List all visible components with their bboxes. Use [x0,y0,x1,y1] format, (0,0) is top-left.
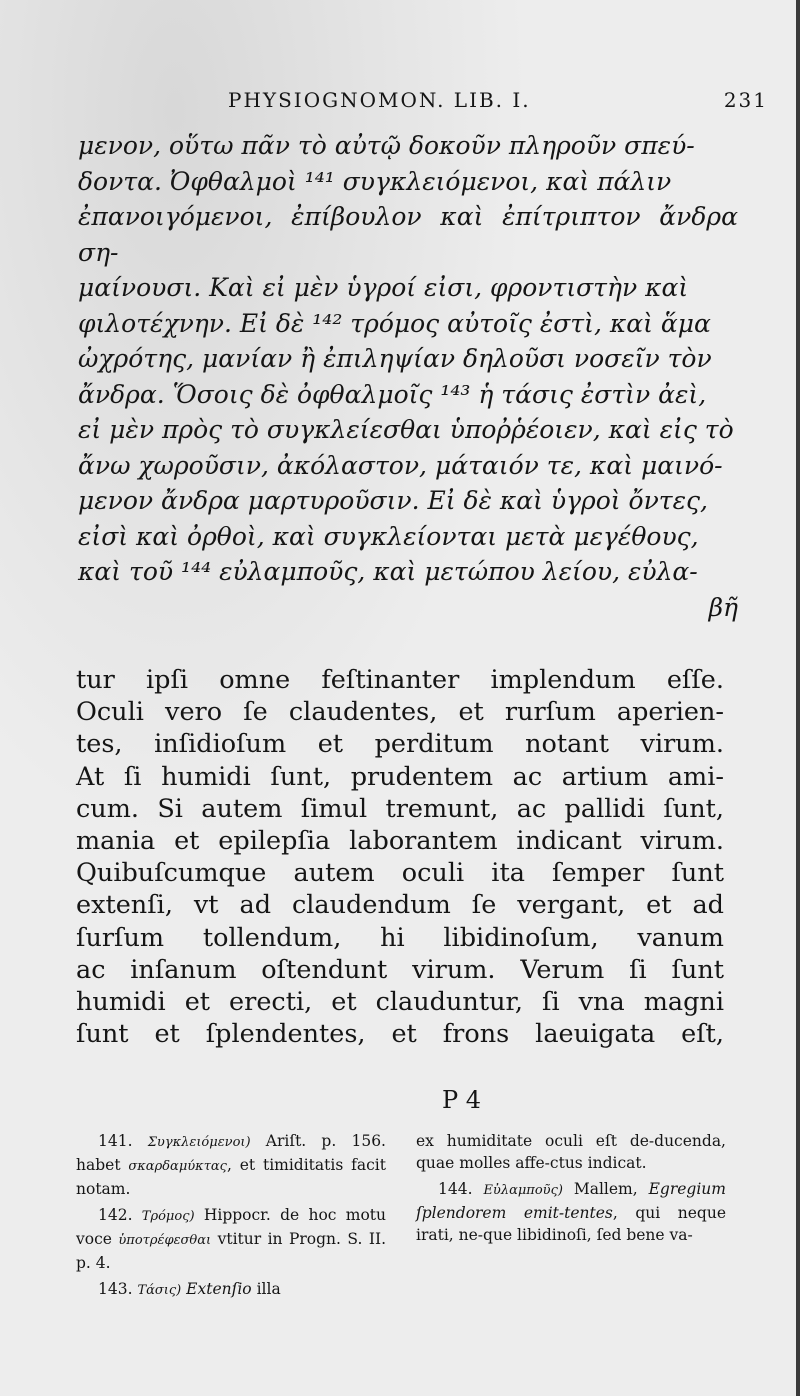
footnotes-right-column [416,1130,726,1302]
greek-line: μαίνουσι. Καὶ εἰ μὲν ὑγροί εἰσι, φροντιστὴν καὶ [78,273,689,302]
latin-line: tur ipſi omne feſtinanter implendum eſſe. [76,665,724,695]
latin-line: ſunt et ſplendentes, et frons laeuigata eſt, [76,1019,724,1050]
greek-line: ὠχρότης, μανίαν ἢ ἐπιληψίαν δηλοῦσι νοσεῖν τὸν [78,344,712,373]
printer-signature: P 4 [442,1086,482,1114]
footnote-144: 144. Εὐλαμποῦς) Mallem, Egregium ſplendorem emit-tentes, qui neque irati, ne-que libidinoſi, ſed bene va- [416,1180,726,1244]
greek-line: μενον ἄνδρα μαρτυροῦσιν. Εἰ δὲ καὶ ὑγροὶ ὄντες, [78,486,708,515]
greek-line: φιλοτέχνην. Εἰ δὲ ¹⁴² τρόμος αὐτοῖς ἐστὶ, καὶ ἅμα [78,308,711,338]
greek-text-block [78,128,738,625]
running-head [228,88,768,112]
latin-line: At ſi humidi ſunt, prudentem ac artium ami- [76,761,724,792]
greek-line: εἰσὶ καὶ ὀρθοὶ, καὶ συγκλείονται μετὰ μεγέθους, [78,521,699,551]
greek-catchword: βῆ [708,592,738,622]
greek-line: ἐπανοιγόμενοι, ἐπίβουλον καὶ ἐπίτριπτον ἄνδρα ση- [78,202,738,267]
latin-line: cum. Si autem ſimul tremunt, ac pallidi ſunt, [76,793,724,824]
latin-line: Oculi vero ſe claudentes, et rurſum aperien- [76,697,724,728]
greek-line: καὶ τοῦ ¹⁴⁴ εὐλαμποῦς, καὶ μετώπου λείου, εὐλα- [78,557,698,586]
greek-line: μενον, οὕτω πᾶν τὸ αὐτῷ δοκοῦν πληροῦν σπεύ- [78,131,695,160]
footnote-142: 142. Τρόμος) Hippocr. de hoc motu voce ὑποτρέφεσθαι vtitur in Progn. S. II. p. 4. [76,1206,386,1272]
footnote-143: 143. Τάσις) Extenſio illa [98,1280,281,1298]
footnotes-left-column [76,1130,386,1302]
page-edge [796,0,800,1396]
footnote-141: 141. Συγκλειόμενοι) Ariſt. p. 156. habet σκαρδαμύκτας, et timiditatis facit notam. [76,1132,386,1198]
latin-line: humidi et erecti, et clauduntur, ſi vna magni [76,987,724,1018]
latin-line: Quibuſcumque autem oculi ita ſemper ſunt [76,858,724,889]
latin-line: ſurſum tollendum, hi libidinoſum, vanum [76,922,724,953]
greek-line: δοντα. Ὀφθαλμοὶ ¹⁴¹ συγκλειόμενοι, καὶ πάλιν [78,166,672,196]
footnotes [76,1130,726,1302]
footnote-143-continued: ex humiditate oculi eſt de-ducenda, quae molles affe-ctus indicat. [416,1132,726,1172]
greek-line: ἄνδρα. Ὅσοις δὲ ὀφθαλμοῖς ¹⁴³ ἡ τάσις ἐστὶν ἀεὶ, [78,379,707,409]
latin-line: ac inſanum oſtendunt virum. Verum ſi ſunt [76,954,724,985]
latin-line: mania et epilepſia laborantem indicant virum. [76,826,724,857]
latin-line: extenſi, vt ad claudendum ſe vergant, et ad [76,890,724,921]
running-title: PHYSIOGNOMON. LIB. I. [228,88,531,112]
latin-text-block [76,664,724,1050]
greek-line: εἰ μὲν πρὸς τὸ συγκλείεσθαι ὑποῤῥέοιεν, καὶ εἰς τὸ [78,415,734,444]
page-number: 231 [723,88,768,112]
latin-line: tes, inſidioſum et perditum notant virum. [76,729,724,760]
greek-line: ἄνω χωροῦσιν, ἀκόλαστον, μάταιόν τε, καὶ μαινό- [78,450,723,480]
